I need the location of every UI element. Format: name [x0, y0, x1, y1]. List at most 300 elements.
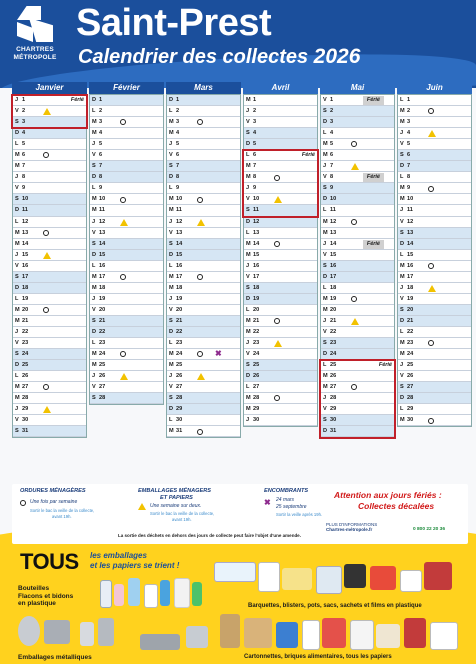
day-letter: D: [169, 251, 174, 258]
day-number: 15: [407, 251, 414, 258]
calendar-day: [321, 95, 394, 106]
day-number: 13: [407, 229, 414, 236]
holiday-label: Férié: [363, 240, 384, 249]
day-letter: J: [169, 141, 173, 148]
day-letter: V: [400, 218, 404, 225]
day-letter: L: [323, 284, 327, 291]
day-number: 18: [253, 284, 260, 291]
tray-icon: [282, 568, 312, 590]
month-days: [12, 94, 87, 438]
day-number: 11: [407, 207, 413, 214]
day-number: 25: [253, 362, 260, 369]
month-column: [12, 82, 87, 438]
legend-emb-line: Une semaine sur deux.: [150, 503, 202, 509]
day-letter: M: [15, 317, 20, 324]
calendar-day: [321, 228, 394, 239]
day-letter: J: [246, 417, 250, 424]
calendar-day: [398, 272, 471, 283]
day-number: 25: [22, 362, 29, 369]
day-letter: L: [169, 340, 173, 347]
day-letter: D: [169, 174, 174, 181]
aerosol-icon: [98, 618, 114, 646]
day-number: 16: [22, 262, 29, 269]
calendar-day: [244, 349, 317, 360]
day-number: 1: [253, 97, 257, 103]
day-letter: M: [400, 119, 405, 126]
day-number: 23: [22, 340, 29, 347]
day-number: 7: [253, 163, 257, 170]
day-letter: M: [169, 130, 174, 137]
day-number: 11: [253, 207, 259, 214]
day-number: 29: [407, 406, 414, 413]
day-letter: D: [92, 328, 97, 335]
calendar-day: [244, 360, 317, 371]
day-number: 19: [176, 295, 183, 302]
day-letter: M: [15, 240, 20, 247]
day-number: 9: [22, 185, 26, 192]
day-letter: L: [400, 251, 404, 258]
day-letter: L: [400, 174, 404, 181]
calendar-day: [244, 106, 317, 117]
month-column: [89, 82, 164, 405]
day-letter: V: [400, 373, 404, 380]
cat-trays: Barquettes, blisters, pots, sacs, sachets et films en plastique: [248, 603, 422, 609]
day-letter: D: [400, 240, 405, 247]
household-waste-circle-icon: [428, 186, 434, 192]
day-letter: V: [323, 174, 327, 181]
paper-icon: [350, 620, 374, 650]
day-letter: M: [15, 395, 20, 402]
day-letter: L: [246, 152, 250, 159]
day-number: 28: [99, 395, 106, 402]
sachet-icon: [344, 564, 366, 588]
day-number: 20: [253, 306, 260, 313]
day-number: 17: [22, 273, 29, 280]
household-waste-circle-icon: [274, 318, 280, 324]
day-number: 21: [176, 317, 183, 324]
calendar-day: [244, 382, 317, 393]
day-letter: J: [246, 108, 250, 115]
paper-icon: [430, 622, 458, 650]
bulky-waste-cross-icon: ✖: [215, 349, 222, 359]
day-number: 5: [22, 141, 26, 148]
calendar-day: [321, 217, 394, 228]
day-letter: D: [15, 207, 20, 214]
day-number: 12: [22, 218, 29, 225]
calendar-day: [321, 117, 394, 128]
calendar-day: [398, 117, 471, 128]
calendar-day: [398, 371, 471, 382]
calendar-day: [90, 393, 163, 404]
day-letter: M: [246, 97, 251, 103]
day-number: 13: [99, 229, 106, 236]
logo-text-line-1: CHARTRES: [16, 46, 54, 53]
calendar-day: [398, 294, 471, 305]
calendar-day: [244, 217, 317, 228]
calendar-day: [244, 261, 317, 272]
day-number: 6: [407, 152, 411, 159]
calendar-day: [398, 349, 471, 360]
day-number: 18: [330, 284, 337, 291]
day-letter: D: [323, 428, 328, 435]
calendar-day: [244, 128, 317, 139]
day-number: 5: [253, 141, 257, 148]
day-letter: M: [400, 108, 405, 115]
day-number: 4: [22, 130, 26, 137]
day-number: 13: [22, 229, 29, 236]
day-number: 3: [253, 119, 257, 126]
day-letter: S: [323, 340, 327, 347]
enc-cross-icon: ✖: [264, 498, 271, 507]
subtitle-text: Calendrier des collectes: [78, 46, 309, 68]
contact-phone[interactable]: 0 800 22 20 36: [413, 527, 446, 532]
day-letter: M: [92, 196, 97, 203]
calendar-day: [167, 261, 240, 272]
month-days: [166, 94, 241, 438]
calendar-day: [90, 117, 163, 128]
packaging-triangle-icon: [43, 406, 51, 413]
calendar-day: [13, 415, 86, 426]
calendar-day: [13, 382, 86, 393]
day-number: 14: [407, 240, 414, 247]
household-waste-circle-icon: [43, 307, 49, 313]
day-letter: L: [400, 328, 404, 335]
day-letter: M: [15, 229, 20, 236]
day-letter: J: [15, 328, 19, 335]
calendar-day: [321, 205, 394, 216]
day-letter: M: [169, 428, 174, 435]
calendar-day: [244, 305, 317, 316]
calendar-day: [244, 283, 317, 294]
day-letter: M: [92, 284, 97, 291]
household-waste-circle-icon: [428, 263, 434, 269]
calendar-day: [167, 117, 240, 128]
day-letter: D: [246, 373, 251, 380]
day-letter: S: [169, 163, 173, 170]
calendar-day: [13, 327, 86, 338]
legend-emb-small-1: Sortir le bac la veille de la collecte,: [150, 511, 215, 516]
calendar-day: [321, 305, 394, 316]
day-number: 22: [407, 328, 414, 335]
day-number: 22: [22, 328, 29, 335]
day-number: 4: [176, 130, 180, 137]
day-letter: M: [400, 417, 405, 424]
packaging-triangle-icon: [351, 318, 359, 325]
day-number: 21: [253, 317, 260, 324]
calendar-day: [13, 316, 86, 327]
calendar-day: [244, 95, 317, 106]
day-letter: M: [323, 306, 328, 313]
day-number: 17: [176, 273, 183, 280]
calendar-day: [321, 294, 394, 305]
calendar-day: [321, 250, 394, 261]
day-letter: D: [15, 284, 20, 291]
page-subtitle: [78, 45, 360, 69]
day-number: 24: [22, 351, 29, 358]
day-number: 27: [330, 384, 337, 391]
household-waste-circle-icon: [43, 152, 49, 158]
month-header: Janvier: [12, 82, 87, 94]
day-letter: D: [92, 97, 97, 103]
day-number: 20: [407, 306, 414, 313]
calendar-day: [398, 316, 471, 327]
day-letter: M: [15, 384, 20, 391]
day-number: 24: [253, 351, 260, 358]
household-waste-circle-icon: [274, 241, 280, 247]
calendar-day: [321, 106, 394, 117]
household-waste-circle-icon: [428, 108, 434, 114]
day-number: 21: [99, 317, 106, 324]
day-letter: L: [246, 384, 250, 391]
tin-icon: [186, 626, 208, 648]
contact-site[interactable]: Chartres-métropole.fr: [326, 527, 373, 532]
day-number: 27: [99, 384, 106, 391]
calendar-day: [13, 228, 86, 239]
day-number: 22: [330, 328, 337, 335]
calendar-day: [167, 239, 240, 250]
day-letter: S: [15, 273, 19, 280]
month-days: [397, 94, 472, 427]
calendar-day: [321, 239, 394, 250]
holiday-label: Férié: [363, 173, 384, 182]
calendar-day: [13, 294, 86, 305]
calendar-day: [13, 404, 86, 415]
calendar-day: [321, 139, 394, 150]
promo-sub-1: les emballages: [90, 551, 147, 560]
day-number: 21: [22, 317, 29, 324]
day-number: 6: [22, 152, 26, 159]
day-number: 26: [176, 373, 183, 380]
day-number: 8: [330, 174, 334, 181]
day-letter: L: [400, 97, 404, 103]
legend-enc-line-1: 24 mars: [276, 497, 295, 503]
day-number: 22: [99, 328, 106, 335]
day-letter: V: [323, 251, 327, 258]
day-letter: D: [400, 317, 405, 324]
day-letter: M: [400, 273, 405, 280]
day-letter: L: [15, 295, 19, 302]
day-number: 29: [22, 406, 29, 413]
day-letter: M: [246, 317, 251, 324]
day-number: 14: [330, 240, 337, 247]
day-number: 5: [99, 141, 103, 148]
day-letter: D: [169, 406, 174, 413]
day-letter: M: [323, 295, 328, 302]
day-number: 31: [330, 428, 337, 435]
day-letter: J: [92, 295, 96, 302]
household-waste-circle-icon: [43, 384, 49, 390]
day-letter: S: [246, 207, 250, 214]
calendar-day: [167, 415, 240, 426]
day-letter: L: [169, 417, 173, 424]
day-number: 3: [99, 119, 103, 126]
calendar-day: [398, 305, 471, 316]
day-letter: M: [400, 185, 405, 192]
bottle-icon: [160, 580, 170, 606]
calendar-day: [398, 360, 471, 371]
month-days: [243, 94, 318, 427]
calendar-day: [13, 305, 86, 316]
calendar-day: [90, 360, 163, 371]
household-waste-circle-icon: [197, 351, 203, 357]
calendar-day: [167, 349, 240, 360]
day-letter: J: [169, 218, 173, 225]
calendar-day: [13, 172, 86, 183]
calendar-day: [13, 183, 86, 194]
day-letter: V: [169, 229, 173, 236]
day-number: 19: [330, 295, 337, 302]
day-letter: M: [15, 163, 20, 170]
household-waste-circle-icon: [351, 219, 357, 225]
day-number: 17: [253, 273, 260, 280]
day-number: 4: [253, 130, 257, 137]
day-number: 18: [176, 284, 183, 291]
day-letter: L: [169, 108, 173, 115]
day-number: 3: [407, 119, 411, 126]
day-letter: J: [246, 185, 250, 192]
day-number: 19: [22, 295, 29, 302]
tray-icon: [214, 562, 256, 582]
day-letter: M: [246, 406, 251, 413]
legend-om-small-2: avant 19h.: [52, 514, 72, 519]
day-letter: L: [400, 406, 404, 413]
legend-enc-line-2: 25 septembre: [276, 504, 307, 510]
day-number: 1: [176, 97, 180, 103]
day-letter: M: [15, 152, 20, 159]
day-number: 6: [176, 152, 180, 159]
packaging-triangle-icon: [428, 130, 436, 137]
day-number: 27: [407, 384, 414, 391]
legend-emb-title-2: ET PAPIERS: [160, 495, 193, 501]
day-letter: S: [323, 108, 327, 115]
day-number: 8: [99, 174, 103, 181]
day-letter: V: [92, 229, 96, 236]
jug-icon: [174, 578, 190, 608]
calendar-day: [90, 95, 163, 106]
day-number: 2: [176, 108, 180, 115]
day-number: 6: [330, 152, 334, 159]
day-letter: M: [246, 328, 251, 335]
day-number: 12: [407, 218, 414, 225]
day-number: 24: [330, 351, 337, 358]
day-letter: S: [400, 306, 404, 313]
day-number: 17: [407, 273, 414, 280]
day-letter: V: [400, 295, 404, 302]
calendar-day: [167, 95, 240, 106]
day-letter: J: [246, 262, 250, 269]
calendar-day: [90, 128, 163, 139]
day-number: 28: [407, 395, 414, 402]
day-number: 4: [330, 130, 334, 137]
day-letter: J: [15, 251, 19, 258]
calendar-day: [90, 106, 163, 117]
month-header: Février: [89, 82, 164, 94]
brick-icon: [302, 620, 320, 650]
day-letter: J: [323, 395, 327, 402]
day-number: 21: [330, 317, 337, 324]
day-number: 25: [330, 362, 337, 369]
day-letter: V: [169, 152, 173, 159]
packaging-triangle-icon: [351, 163, 359, 170]
day-number: 9: [407, 185, 411, 192]
calendar-day: [244, 404, 317, 415]
calendar-day: [321, 283, 394, 294]
calendar-day: [167, 393, 240, 404]
calendar-day: [244, 239, 317, 250]
calendar-day: [90, 161, 163, 172]
household-waste-circle-icon: [43, 230, 49, 236]
day-number: 4: [99, 130, 103, 137]
day-number: 16: [330, 262, 337, 269]
day-letter: S: [15, 428, 19, 435]
day-letter: L: [323, 362, 327, 369]
household-waste-circle-icon: [120, 119, 126, 125]
day-number: 23: [330, 340, 337, 347]
day-letter: M: [400, 196, 405, 203]
day-number: 28: [22, 395, 29, 402]
day-letter: D: [323, 351, 328, 358]
calendar-day: [167, 128, 240, 139]
day-number: 16: [99, 262, 106, 269]
day-letter: D: [169, 328, 174, 335]
day-number: 7: [407, 163, 411, 170]
day-letter: J: [169, 373, 173, 380]
day-number: 7: [176, 163, 180, 170]
day-number: 2: [99, 108, 103, 115]
day-number: 31: [22, 428, 29, 435]
day-number: 1: [22, 97, 26, 103]
holiday-week-highlight: [11, 94, 88, 129]
day-letter: M: [323, 218, 328, 225]
day-letter: J: [169, 295, 173, 302]
calendar-day: [398, 393, 471, 404]
day-letter: J: [400, 130, 404, 137]
calendar-day: [90, 194, 163, 205]
day-letter: S: [169, 240, 173, 247]
household-waste-circle-icon: [428, 340, 434, 346]
legend-om-title: ORDURES MÉNAGÈRES: [20, 488, 86, 494]
calendar-day: [167, 106, 240, 117]
calendar-day: [13, 283, 86, 294]
calendar-day: [398, 172, 471, 183]
flask-icon: [144, 584, 158, 608]
day-number: 8: [253, 174, 257, 181]
day-letter: L: [169, 185, 173, 192]
packaging-triangle-icon: [43, 252, 51, 259]
page-title: Saint-Prest: [76, 2, 272, 44]
calendar-day: [398, 205, 471, 216]
day-letter: L: [92, 185, 96, 192]
day-letter: L: [92, 262, 96, 269]
calendar-day: [167, 217, 240, 228]
newspaper-icon: [376, 624, 400, 648]
household-waste-circle-icon: [274, 395, 280, 401]
day-letter: M: [92, 273, 97, 280]
calendar-day: [321, 316, 394, 327]
day-number: 31: [176, 428, 183, 435]
calendar-day: [244, 316, 317, 327]
legend-om-line: Une fois par semaine: [30, 499, 78, 505]
box-icon: [322, 618, 346, 648]
packaging-triangle-icon: [428, 285, 436, 292]
calendar-day: [90, 349, 163, 360]
calendar-day: [167, 305, 240, 316]
day-number: 5: [330, 141, 334, 148]
day-letter: D: [246, 295, 251, 302]
day-number: 6: [253, 152, 257, 159]
packaging-triangle-icon: [197, 219, 205, 226]
day-number: 25: [99, 362, 106, 369]
